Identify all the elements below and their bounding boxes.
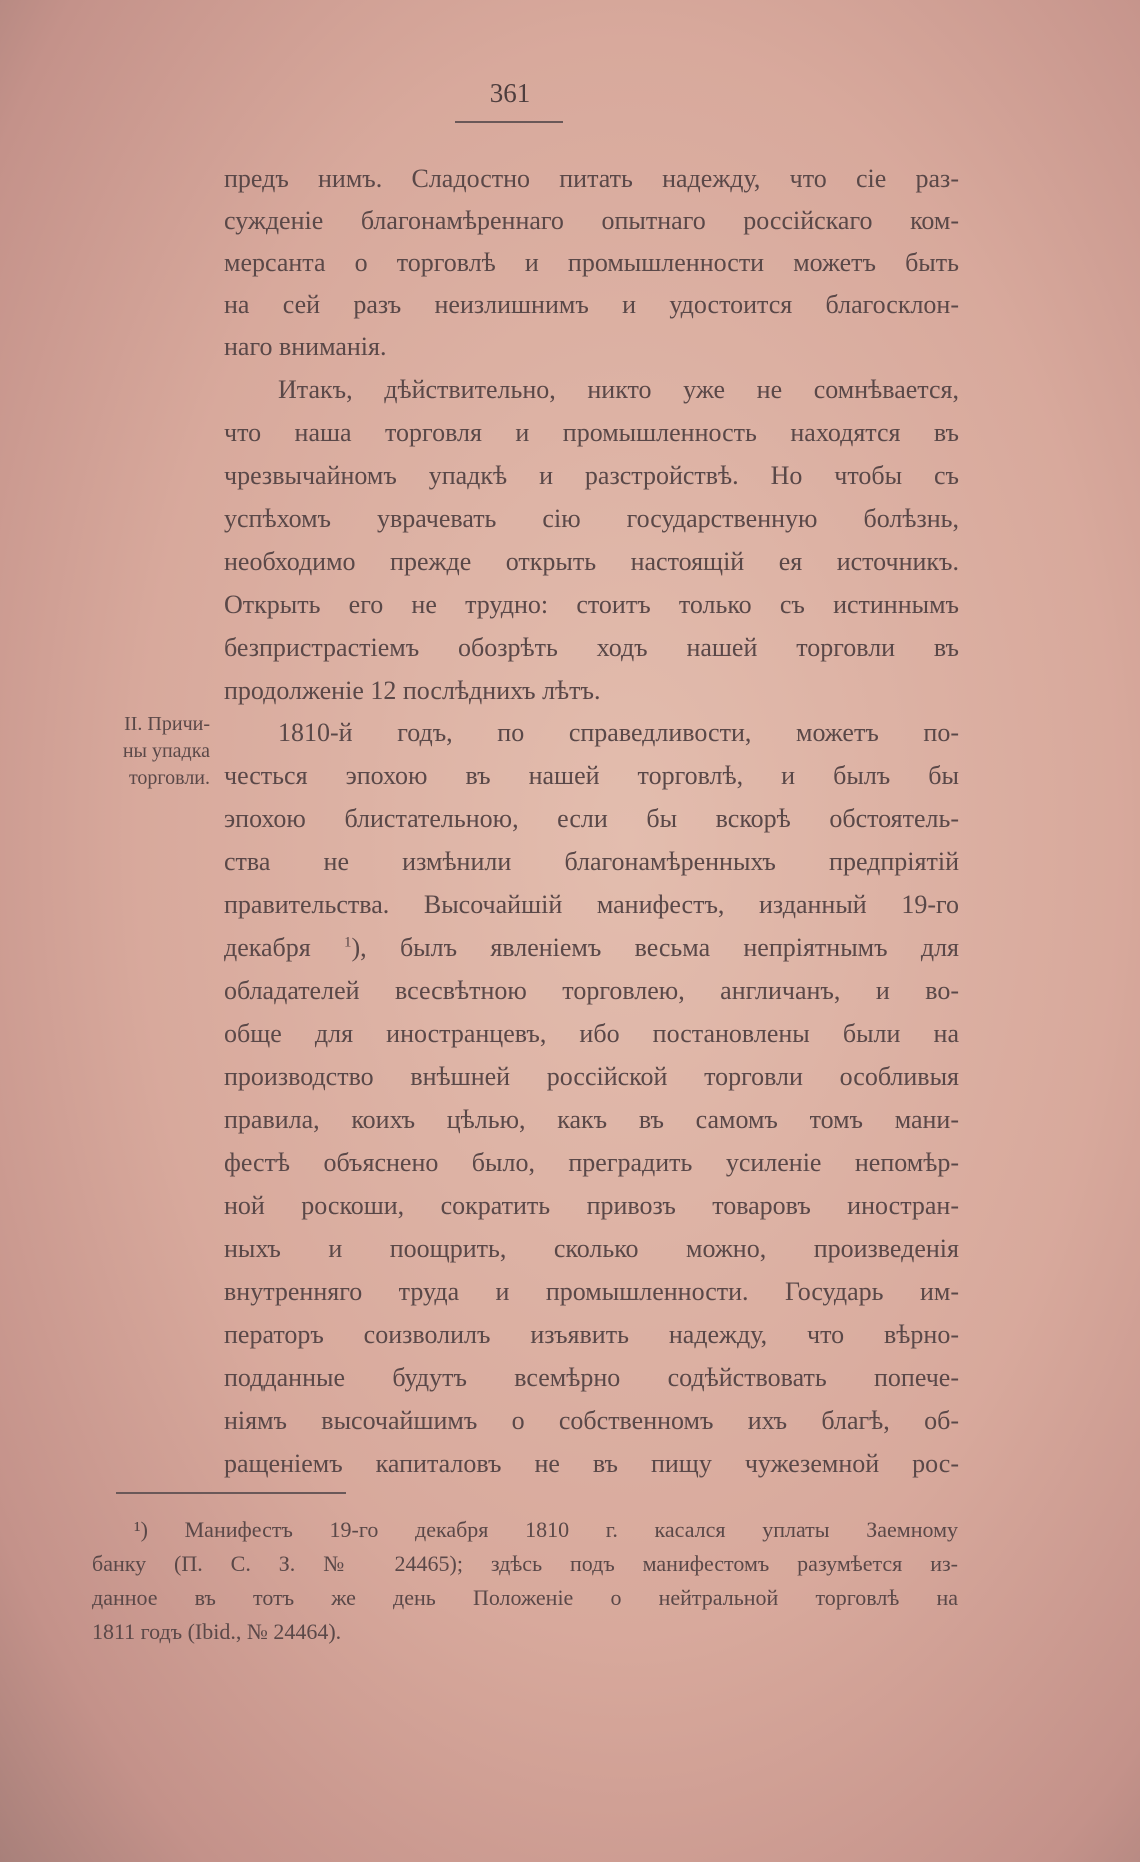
text-line: чрезвычайномъ упадкѣ и разстройствѣ. Но чтобы съ — [224, 461, 959, 490]
text-line: ной роскоши, сократить привозъ товаровъ иностран- — [224, 1191, 959, 1220]
footnote-reference: 1 — [344, 934, 352, 951]
text-line: обладателей всесвѣтною торговлею, англичанъ, и во- — [224, 976, 959, 1005]
text-line: внутренняго труда и промышленности. Государь им- — [224, 1277, 959, 1306]
text-line: Открыть его не трудно: стоитъ только съ истиннымъ — [224, 590, 959, 619]
footnote-rule — [116, 1492, 346, 1494]
text-line: необходимо прежде открыть настоящій ея источникъ. — [224, 547, 959, 576]
text-line: мерсанта о торговлѣ и промышленности можетъ быть — [224, 248, 959, 277]
footnote-line — [134, 1517, 958, 1543]
text-line: безпристрастіемъ обозрѣть ходъ нашей торговли въ — [224, 633, 959, 662]
text-line — [224, 933, 959, 963]
page-number: 361 — [489, 78, 531, 108]
text-line: 1810-й годъ, по справедливости, можетъ по- — [278, 718, 959, 747]
text-line: обще для иностранцевъ, ибо постановлены были на — [224, 1019, 959, 1048]
text-line: Итакъ, дѣйствительно, никто уже не сомнѣвается, — [278, 375, 959, 404]
text-line: честься эпохою въ нашей торговлѣ, и былъ бы — [224, 761, 959, 790]
text-line: предъ нимъ. Сладостно питать надежду, что сіе раз- — [224, 164, 959, 193]
text-line: ніямъ высочайшимъ о собственномъ ихъ благѣ, об- — [224, 1406, 959, 1435]
side-note-line: II. Причи- — [124, 713, 210, 735]
footnote-marker: ¹) — [134, 1517, 148, 1542]
text-fragment: декабря — [224, 933, 311, 962]
text-line: правительства. Высочайшій манифестъ, изданный 19-го — [224, 890, 959, 919]
text-line: ныхъ и поощрить, сколько можно, произведенія — [224, 1234, 959, 1263]
footnote-line: банку (П. С. З. № 24465); здѣсь подъ манифестомъ разумѣется из- — [92, 1551, 958, 1576]
text-line: ства не измѣнили благонамѣренныхъ предпріятій — [224, 847, 959, 876]
text-line: что наша торговля и промышленность находятся въ — [224, 418, 959, 447]
page-number-rule — [455, 121, 563, 123]
text-line: наго вниманія. — [224, 332, 387, 361]
footnote-line: 1811 годъ (Ibid., № 24464). — [92, 1619, 342, 1644]
text-line: успѣхомъ уврачевать сію государственную болѣзнь, — [224, 504, 959, 533]
side-note-line: торговли. — [128, 767, 210, 789]
footnote-text: Манифестъ 19-го декабря 1810 г. касался уплаты Заемному — [184, 1517, 959, 1542]
side-note-line: ны упадка — [122, 740, 210, 762]
text-fragment: ), былъ явленіемъ весьма непріятнымъ для — [351, 933, 960, 962]
text-line: производство внѣшней россійской торговли особливыя — [224, 1062, 959, 1091]
text-line: на сей разъ неизлишнимъ и удостоится благосклон- — [224, 290, 959, 319]
text-line: подданные будутъ всемѣрно содѣйствовать попече- — [224, 1363, 959, 1392]
text-line: ператоръ соизволилъ изъявить надежду, что вѣрно- — [224, 1320, 959, 1349]
text-line: фестѣ объяснено было, преградить усиленіе непомѣр- — [224, 1148, 959, 1177]
text-line: продолженіе 12 послѣднихъ лѣтъ. — [224, 676, 601, 705]
text-line: правила, коихъ цѣлью, какъ въ самомъ томъ мани- — [224, 1105, 959, 1134]
footnote-line: данное въ тотъ же день Положеніе о нейтральной торговлѣ на — [92, 1585, 958, 1610]
text-line: сужденіе благонамѣреннаго опытнаго россійскаго ком- — [224, 206, 959, 235]
text-line: ращеніемъ капиталовъ не въ пищу чужеземной рос- — [224, 1449, 959, 1478]
text-line: эпохою блистательною, если бы вскорѣ обстоятель- — [224, 804, 959, 833]
